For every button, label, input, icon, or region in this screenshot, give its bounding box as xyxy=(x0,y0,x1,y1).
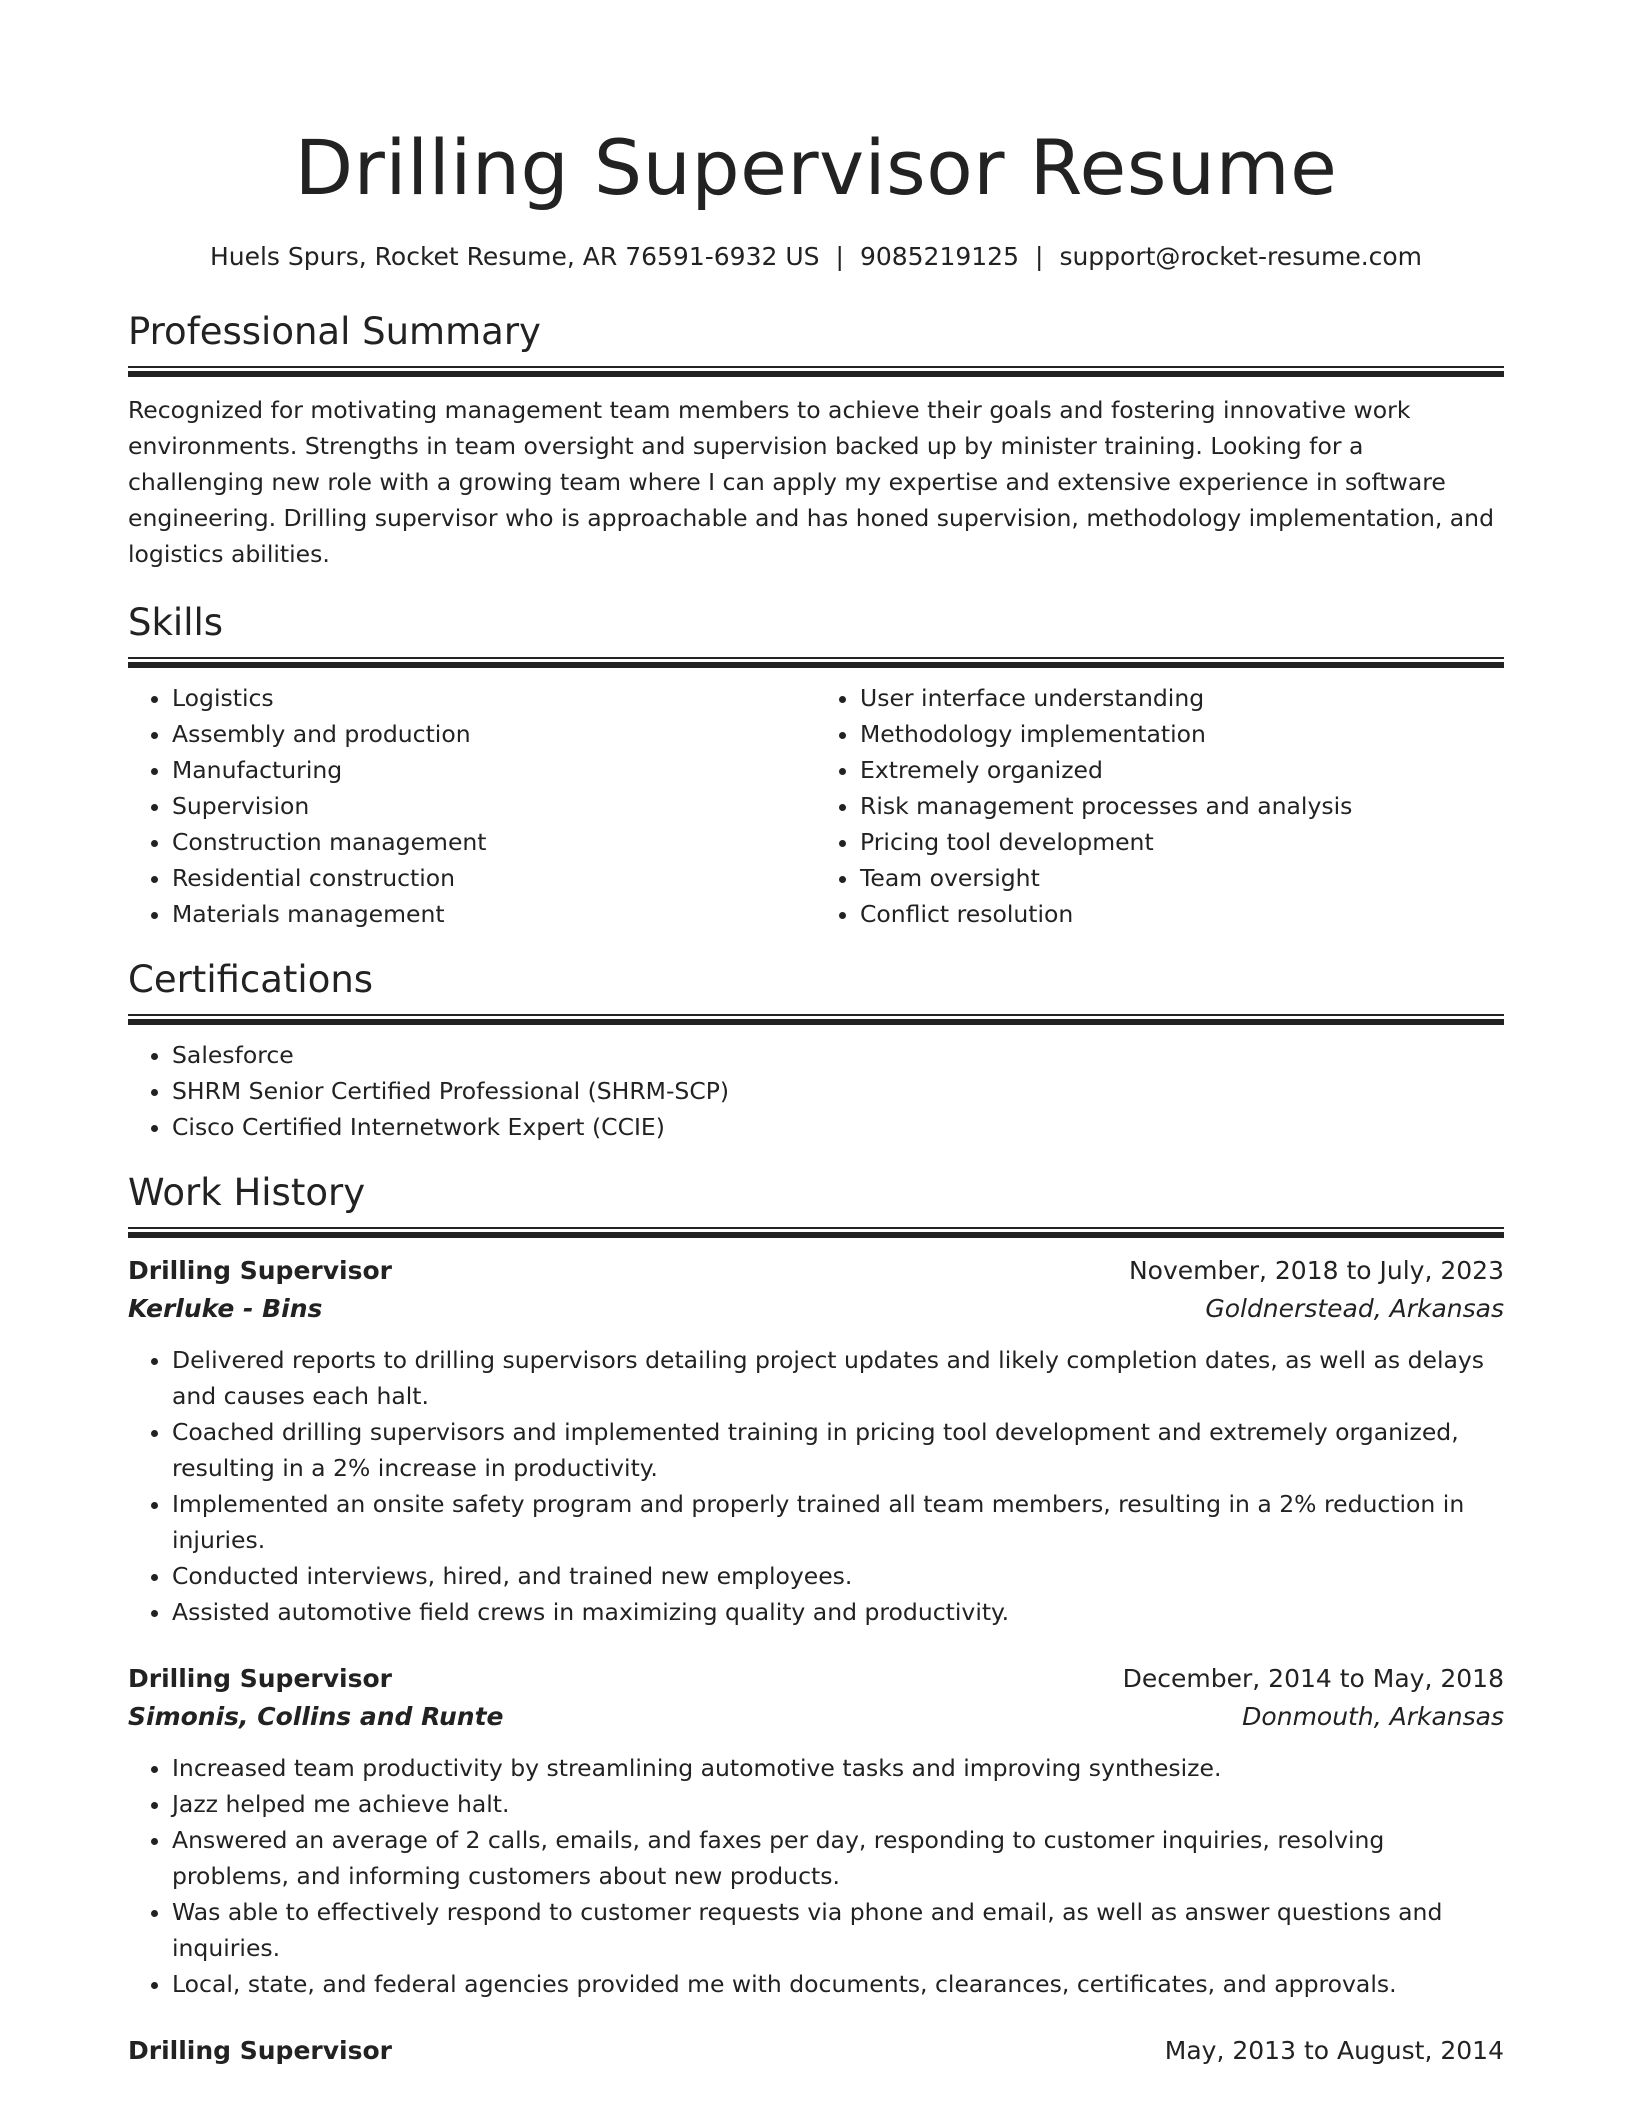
job-entry xyxy=(128,2032,1504,2070)
job-title: Drilling Supervisor xyxy=(128,1256,392,1285)
job-bullet: • Was able to effectively respond to customer requests via phone and email, as well as answer questions and inquiries. xyxy=(172,1894,1504,1966)
resume-title: Drilling Supervisor Resume xyxy=(294,123,1338,212)
job-company: Kerluke - Bins xyxy=(128,1294,323,1323)
certification-item: • Cisco Certified Internetwork Expert (CCIE) xyxy=(172,1109,1504,1145)
work-history-heading: Work History xyxy=(128,1171,366,1214)
job-location: Donmouth, Arkansas xyxy=(1242,1702,1504,1731)
section-divider xyxy=(128,1227,1504,1238)
contact-separator: | xyxy=(1035,242,1044,271)
summary-section xyxy=(128,308,1504,572)
certifications-section xyxy=(128,956,1504,1145)
job-bullets xyxy=(128,1342,1504,1630)
certifications-heading: Certifications xyxy=(128,958,374,1001)
job-dates: May, 2013 to August, 2014 xyxy=(1164,2036,1504,2065)
job-bullet: • Coached drilling supervisors and implemented training in pricing tool development and extremely organized, resulting in a 2% increase in productivity. xyxy=(172,1414,1504,1486)
job-bullet: • Delivered reports to drilling supervisors detailing project updates and likely completion dates, as well as delays and causes each halt. xyxy=(172,1342,1504,1414)
job-subheader xyxy=(128,1290,1504,1328)
job-entry xyxy=(128,1252,1504,1630)
job-bullet: • Assisted automotive field crews in maximizing quality and productivity. xyxy=(172,1594,1504,1630)
skill-item: • Materials management xyxy=(172,896,816,932)
summary-text: Recognized for motivating management team members to achieve their goals and fostering innovative work environments. Strengths in team oversight and supervision backed up by minister training. Looking for a challenging new role with a growing team where I can apply my expertise and extensive experience in software engineering. Drilling supervisor who is approachable and has honed supervision, methodology implementation, and logistics abilities. xyxy=(128,396,1494,568)
job-company: Simonis, Collins and Runte xyxy=(128,1702,504,1731)
skill-item: • Pricing tool development xyxy=(860,824,1504,860)
skill-item: • Conflict resolution xyxy=(860,896,1504,932)
skill-item: • Extremely organized xyxy=(860,752,1504,788)
skill-item: • Methodology implementation xyxy=(860,716,1504,752)
job-dates: December, 2014 to May, 2018 xyxy=(1122,1664,1504,1693)
job-dates: November, 2018 to July, 2023 xyxy=(1128,1256,1504,1285)
contact-separator: | xyxy=(835,242,844,271)
contact-line xyxy=(128,240,1504,274)
skill-item: • Team oversight xyxy=(860,860,1504,896)
skill-item: • Construction management xyxy=(172,824,816,860)
job-header xyxy=(128,2032,1504,2070)
skill-item: • Risk management processes and analysis xyxy=(860,788,1504,824)
job-bullet: • Implemented an onsite safety program and properly trained all team members, resulting in a 2% reduction in injuries. xyxy=(172,1486,1504,1558)
skill-item: • User interface understanding xyxy=(860,680,1504,716)
job-title: Drilling Supervisor xyxy=(128,1664,392,1693)
skill-item: • Logistics xyxy=(172,680,816,716)
certification-item: • Salesforce xyxy=(172,1037,1504,1073)
section-divider xyxy=(128,1014,1504,1025)
contact-email[interactable]: support@rocket-resume.com xyxy=(1059,242,1423,271)
job-bullet: • Answered an average of 2 calls, emails, and faxes per day, responding to customer inquiries, resolving problems, and informing customers about new products. xyxy=(172,1822,1504,1894)
job-bullet: • Increased team productivity by streamlining automotive tasks and improving synthesize. xyxy=(172,1750,1504,1786)
section-divider xyxy=(128,657,1504,668)
contact-phone: 9085219125 xyxy=(859,242,1019,271)
work-history-section xyxy=(128,1169,1504,2070)
skills-heading: Skills xyxy=(128,601,224,644)
certifications-list xyxy=(128,1037,1504,1145)
section-divider xyxy=(128,366,1504,377)
job-title: Drilling Supervisor xyxy=(128,2036,392,2065)
skill-item: • Manufacturing xyxy=(172,752,816,788)
job-location: Goldnerstead, Arkansas xyxy=(1205,1294,1504,1323)
skill-item: • Assembly and production xyxy=(172,716,816,752)
summary-heading: Professional Summary xyxy=(128,310,541,353)
skills-grid xyxy=(128,680,1504,932)
contact-address: Huels Spurs, Rocket Resume, AR 76591-6932 US xyxy=(209,242,820,271)
job-bullet: • Jazz helped me achieve halt. xyxy=(172,1786,1504,1822)
skills-section xyxy=(128,599,1504,932)
skill-item: • Supervision xyxy=(172,788,816,824)
job-bullets xyxy=(128,1750,1504,2002)
job-bullet: • Conducted interviews, hired, and trained new employees. xyxy=(172,1558,1504,1594)
job-header xyxy=(128,1660,1504,1698)
skill-item: • Residential construction xyxy=(172,860,816,896)
skills-list-left xyxy=(128,680,816,932)
skills-list-right xyxy=(816,680,1504,932)
job-bullet: • Local, state, and federal agencies provided me with documents, clearances, certificates, and approvals. xyxy=(172,1966,1504,2002)
job-subheader xyxy=(128,1698,1504,1736)
job-entry xyxy=(128,1660,1504,2002)
job-header xyxy=(128,1252,1504,1290)
certification-item: • SHRM Senior Certified Professional (SHRM-SCP) xyxy=(172,1073,1504,1109)
